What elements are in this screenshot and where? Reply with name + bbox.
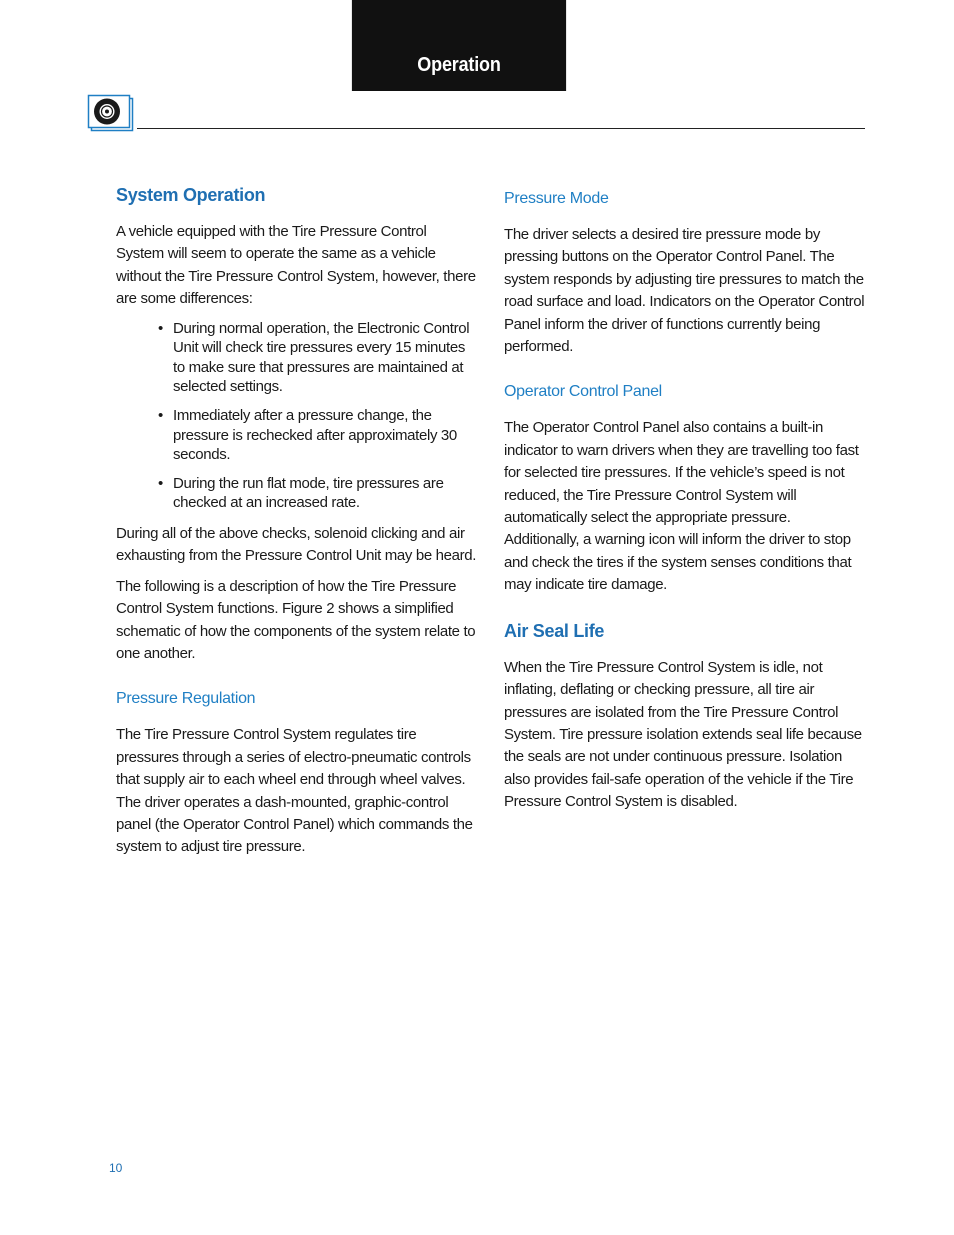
list-item: • During normal operation, the Electronic Control Unit will check tire pressures every 15 minutes to make sure that pressures are maintained at selected settings. — [158, 319, 478, 397]
tire-icon — [86, 93, 136, 133]
page-number: 10 — [109, 1161, 123, 1175]
operator-control-panel-body: The Operator Control Panel also contains a built-in indicator to warn drivers when they are travelling too fast for selected tire pressures. If the vehicle’s speed is not reduced, the Tire Pressure Control System will automatically select the appropriate pressure. Additionally, a warning icon will inform the driver to stop and check the tires if the system senses conditions that may indicate tire damage. — [504, 419, 859, 594]
section-tab-label: Operation — [417, 54, 501, 76]
heading-system-operation: System Operation — [116, 185, 266, 205]
list-item: • During the run flat mode, tire pressures are checked at an increased rate. — [158, 474, 478, 513]
system-operation-bullets — [116, 319, 478, 513]
left-column — [116, 183, 478, 867]
pressure-mode-body: The driver selects a desired tire pressure mode by pressing buttons on the Operator Control Panel. The system responds by adjusting tire pressures to match the road surface and load. Indicators on the Operator Control Panel inform the driver of functions currently being performed. — [504, 226, 865, 356]
heading-operator-control-panel: Operator Control Panel — [504, 383, 662, 401]
heading-pressure-mode: Pressure Mode — [504, 190, 609, 207]
heading-pressure-regulation: Pressure Regulation — [116, 690, 256, 708]
right-column — [504, 187, 866, 822]
pressure-regulation-body: The Tire Pressure Control System regulates tire pressures through a series of electro-pneumatic controls that supply air to each wheel end through wheel valves. The driver operates a dash-mounted, graphic-control panel (the Operator Control Panel) which commands the system to adjust tire pressure. — [116, 726, 473, 856]
section-tab — [352, 0, 566, 91]
system-operation-para-2: During all of the above checks, solenoid clicking and air exhausting from the Pressure Control Unit may be heard. — [116, 524, 477, 565]
system-operation-intro: A vehicle equipped with the Tire Pressure Control System will seem to operate the same as a vehicle without the Tire Pressure Control System, however, there are some differences: — [116, 223, 476, 308]
list-item: • Immediately after a pressure change, the pressure is rechecked after approximately 30 seconds. — [158, 406, 478, 465]
air-seal-life-body: When the Tire Pressure Control System is idle, not inflating, deflating or checking pressure, all tire air pressures are isolated from the Tire Pressure Control System. Tire pressure isolation extends seal life because the seals are not under continuous pressure. Isolation also provides fail-safe operation of the vehicle if the Tire Pressure Control System is disabled. — [504, 658, 862, 811]
system-operation-para-3: The following is a description of how the Tire Pressure Control System functions. Figure 2 shows a simplified schematic of how the components of the system relate to one another. — [116, 577, 476, 662]
heading-air-seal-life: Air Seal Life — [504, 620, 605, 641]
header-rule — [137, 128, 865, 129]
